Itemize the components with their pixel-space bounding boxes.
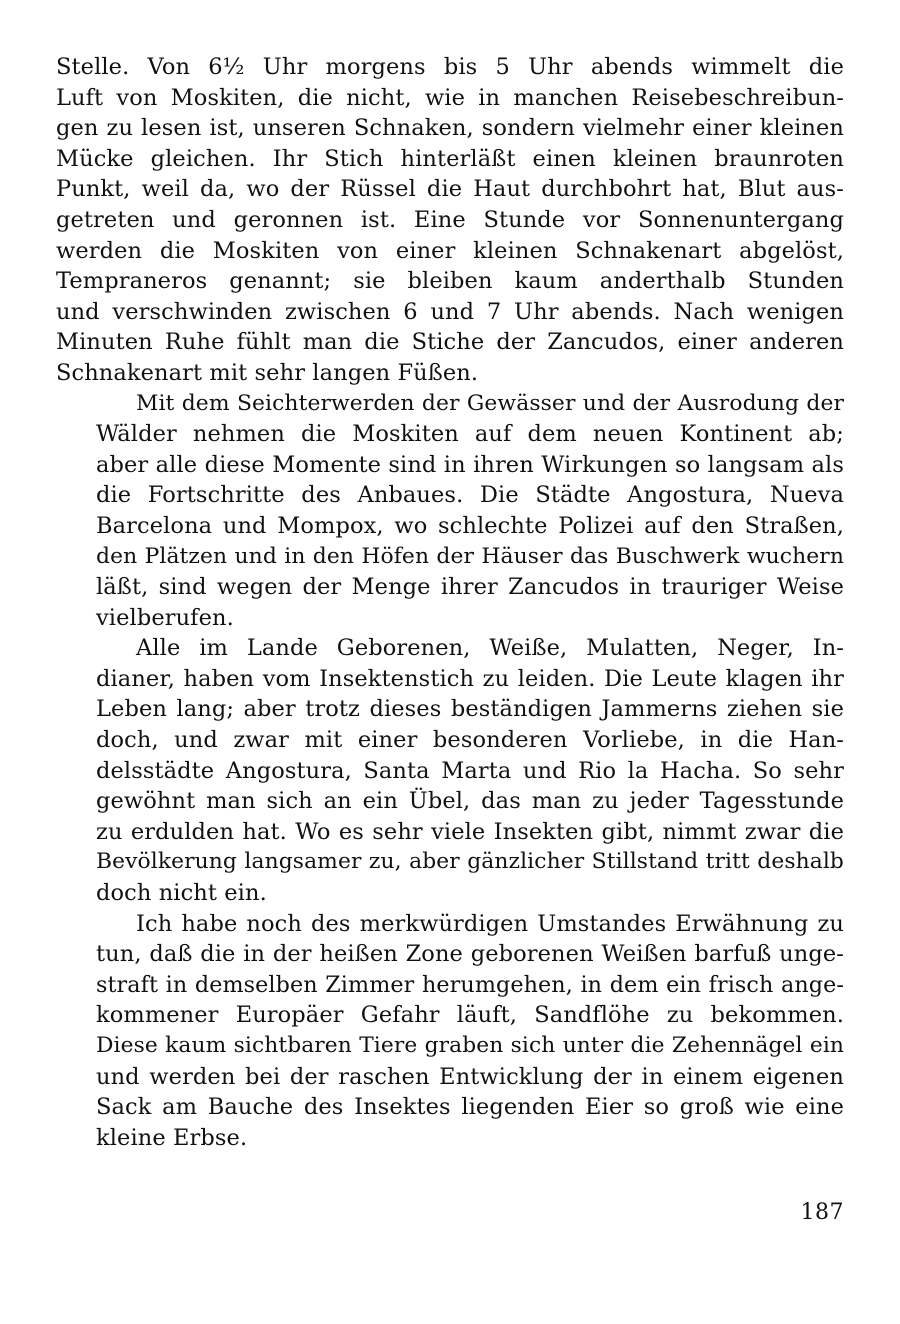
paragraph-1 — [56, 52, 844, 389]
text-line: kommener Europäer Gefahr läuft, Sandflöhe zu bekommen. — [96, 1002, 844, 1029]
text-line: Sack am Bauche des Insektes liegenden Eier so groß wie eine — [96, 1094, 844, 1121]
text-line: läßt, sind wegen der Menge ihrer Zancudos in trauriger Weise — [96, 574, 844, 601]
text-line: Mücke gleichen. Ihr Stich hinterläßt einen kleinen braunroten — [56, 145, 844, 172]
text-line: dianer, haben vom Insektenstich zu leiden. Die Leute klagen ihr — [96, 665, 844, 692]
text-line: Schnakenart mit sehr langen Füßen. — [56, 359, 479, 386]
text-line: straft in demselben Zimmer herumgehen, in dem ein frisch ange- — [96, 971, 844, 998]
text-line: Ich habe noch des merkwürdigen Umstandes Erwähnung zu — [136, 910, 844, 937]
paragraph-4 — [56, 909, 844, 1154]
text-line: doch nicht ein. — [96, 880, 267, 907]
paragraph-2 — [56, 389, 844, 634]
text-line: Punkt, weil da, wo der Rüssel die Haut durchbohrt hat, Blut aus- — [56, 176, 844, 203]
text-line: getreten und geronnen ist. Eine Stunde vor Sonnenuntergang — [56, 206, 844, 233]
text-line: die Fortschritte des Anbaues. Die Städte Angostura, Nueva — [96, 482, 844, 509]
text-line: doch, und zwar mit einer besonderen Vorliebe, in die Han- — [96, 727, 844, 754]
text-line: und verschwinden zwischen 6 und 7 Uhr abends. Nach wenigen — [56, 298, 844, 325]
paragraph-3 — [56, 633, 844, 908]
text-line: Minuten Ruhe fühlt man die Stiche der Zancudos, einer anderen — [56, 329, 844, 356]
text-line: aber alle diese Momente sind in ihren Wirkungen so langsam als — [96, 451, 844, 478]
text-line: gewöhnt man sich an ein Übel, das man zu jeder Tagesstunde — [96, 788, 844, 815]
text-line: Stelle. Von 6½ Uhr morgens bis 5 Uhr abends wimmelt die — [56, 54, 844, 80]
text-line: den Plätzen und in den Höfen der Häuser das Buschwerk wuchern — [96, 543, 844, 569]
text-line: Alle im Lande Geborenen, Weiße, Mulatten, Neger, In- — [136, 635, 844, 662]
body-text — [56, 52, 844, 1153]
page-number: 187 — [800, 1200, 844, 1225]
text-line: Tempraneros genannt; sie bleiben kaum anderthalb Stunden — [56, 268, 844, 295]
text-line: Leben lang; aber trotz dieses beständigen Jammerns ziehen sie — [96, 696, 844, 723]
text-line: Diese kaum sichtbaren Tiere graben sich unter die Zehennägel ein — [96, 1033, 844, 1058]
text-line: Luft von Moskiten, die nicht, wie in manchen Reisebeschreibun- — [56, 84, 844, 111]
text-line: zu erdulden hat. Wo es sehr viele Insekten gibt, nimmt zwar die — [96, 818, 844, 845]
text-line: Wälder nehmen die Moskiten auf dem neuen Kontinent ab; — [96, 421, 844, 448]
book-page — [56, 52, 844, 1272]
text-line: vielberufen. — [96, 604, 234, 631]
text-line: Bevölkerung langsamer zu, aber gänzlicher Stillstand tritt deshalb — [96, 849, 844, 875]
text-line: kleine Erbse. — [96, 1124, 248, 1151]
text-line: Mit dem Seichterwerden der Gewässer und der Ausrodung der — [136, 390, 844, 416]
text-line: Barcelona und Mompox, wo schlechte Polizei auf den Straßen, — [96, 512, 844, 539]
text-line: tun, daß die in der heißen Zone geborenen Weißen barfuß unge- — [96, 941, 844, 968]
text-line: und werden bei der raschen Entwicklung der in einem eigenen — [96, 1063, 844, 1090]
text-line: gen zu lesen ist, unseren Schnaken, sondern vielmehr einer kleinen — [56, 115, 844, 142]
text-line: delsstädte Angostura, Santa Marta und Rio la Hacha. So sehr — [96, 757, 844, 784]
text-line: werden die Moskiten von einer kleinen Schnakenart abgelöst, — [56, 237, 844, 264]
